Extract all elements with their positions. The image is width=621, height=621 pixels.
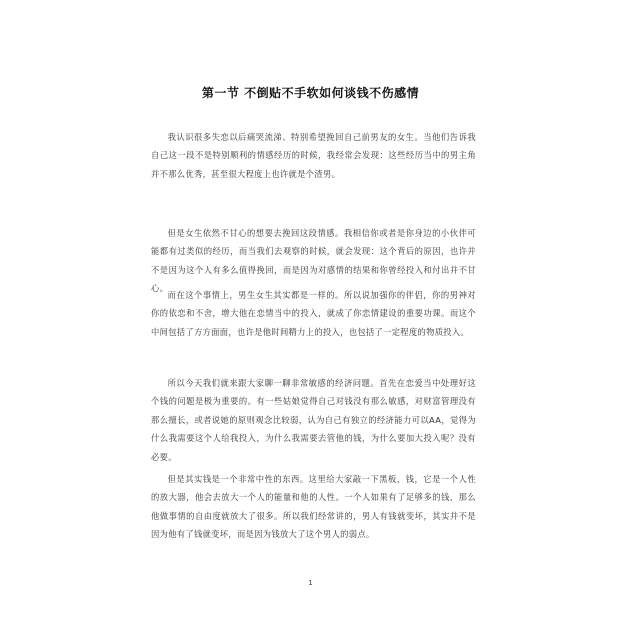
paragraph-4: 所以今天我们就来跟大家聊一聊非常敏感的经济问题。首先在恋爱当中处理好这个钱的问题是极为重要的。有一些姑娘觉得自己对钱没有那么敏感，对财富管理没有那么擅长，或者说她的原则观念比较弱，认为自己有独立的经济能力可以AA，觉得为什么我需要这个人给我投入，为什么我需要去管他的钱，为什么要加大投入呢？没有必要。 <box>151 378 476 462</box>
section-title: 第一节 不倒贴不手软如何谈钱不伤感情 <box>201 86 420 100</box>
page-number: 1 <box>308 579 313 587</box>
paragraph-2: 但是女生依然不甘心的想要去挽回这段情感。我相信你或者是你身边的小伙伴可能都有过类似的经历，而当我们去观察的时候，就会发现：这个背后的原因，也许并不是因为这个人有多么值得挽回，而是因为对感情的结果和你曾经投入和付出并不甘心。 <box>151 228 476 294</box>
paragraph-3: 而在这个事情上，男生女生其实都是一样的。所以说加强你的伴侣，你的男神对你的依恋和不舍，增大他在恋情当中的投入，就成了你恋情建设的重要功课。而这个中间包括了方方面面，也许是他时间精力上的投入，也包括了一定程度的物质投入。 <box>151 290 476 337</box>
paragraph-5: 但是其实钱是一个非常中性的东西。这里给大家敲一下黑板，钱，它是一个人性的放大器，他会去放大一个人的能量和他的人性。一个人如果有了足够多的钱，那么他做事情的自由度就放大了很多。所以我们经常讲的，男人有钱就变坏，其实并不是因为他有了钱就变坏，而是因为钱放大了这个男人的弱点。 <box>151 474 476 540</box>
paragraph-1: 我认识很多失恋以后痛哭流涕、特别希望挽回自己前男友的女生。当他们告诉我自己这一段不是特别顺利的情感经历的时候，我经常会发现：这些经历当中的男主角并不那么优秀，甚至很大程度上也许就是个渣男。 <box>151 132 476 179</box>
